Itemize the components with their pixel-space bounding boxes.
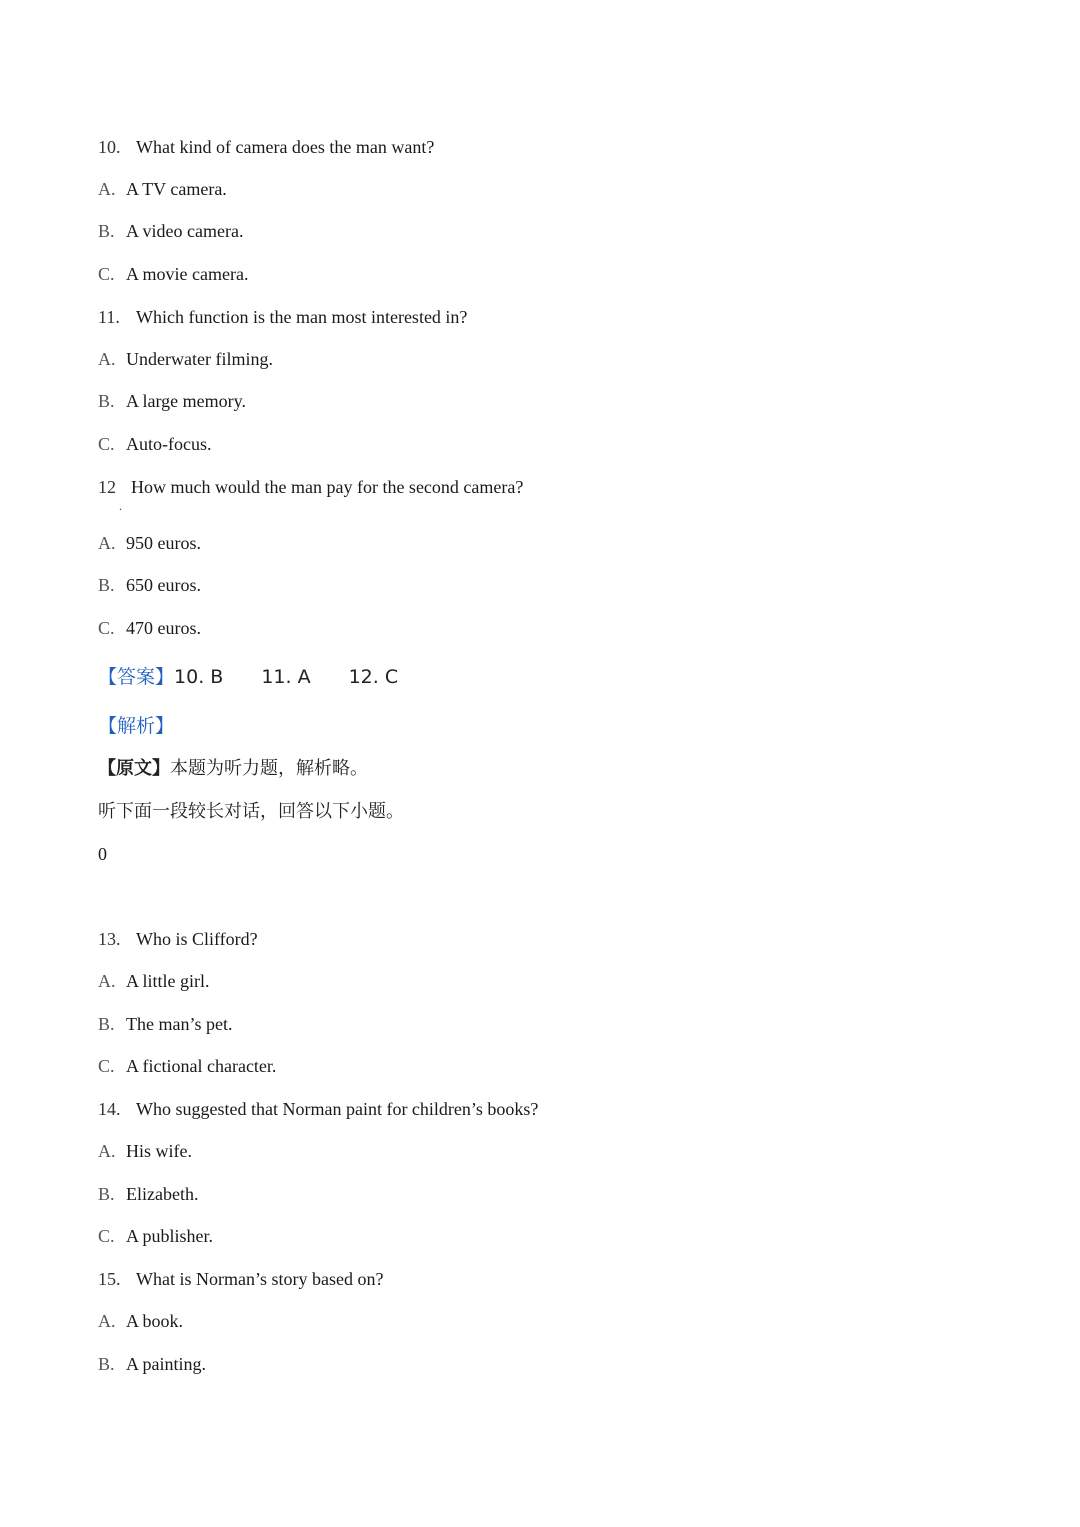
option-c xyxy=(98,263,248,285)
option-a xyxy=(98,1310,183,1332)
option-label: A. xyxy=(98,349,116,369)
option-label: A. xyxy=(98,533,116,553)
question-number: 13. xyxy=(98,929,121,949)
question-10 xyxy=(98,136,434,158)
analysis-label: 【解析】 xyxy=(98,715,175,737)
option-text: Auto-focus. xyxy=(126,434,212,454)
option-c xyxy=(98,1225,213,1247)
option-label: C. xyxy=(98,1056,115,1076)
option-text: His wife. xyxy=(126,1141,192,1161)
option-text: 950 euros. xyxy=(126,533,201,553)
option-label: B. xyxy=(98,221,115,241)
instruction-text: 听下面一段较长对话，回答以下小题。 xyxy=(98,801,404,822)
option-b xyxy=(98,390,246,412)
question-14 xyxy=(98,1098,538,1120)
question-number: 12 xyxy=(98,477,116,497)
question-13 xyxy=(98,928,258,950)
option-label: C. xyxy=(98,1226,115,1246)
question-text: What is Norman’s story based on? xyxy=(136,1269,384,1289)
question-text: Who suggested that Norman paint for children’s books? xyxy=(136,1099,539,1119)
option-text: A publisher. xyxy=(126,1226,214,1246)
answer-line xyxy=(98,664,398,690)
option-a xyxy=(98,1140,192,1162)
option-text: A little girl. xyxy=(126,971,210,991)
question-11 xyxy=(98,306,467,328)
option-text: A fictional character. xyxy=(126,1056,277,1076)
option-text: A painting. xyxy=(126,1354,206,1374)
option-text: 650 euros. xyxy=(126,575,201,595)
option-label: A. xyxy=(98,1311,116,1331)
question-12 xyxy=(98,476,523,498)
stray-dot: . xyxy=(119,499,122,513)
option-b xyxy=(98,220,243,242)
option-text: Underwater filming. xyxy=(126,349,273,369)
option-a xyxy=(98,178,227,200)
answer-item: 12. C xyxy=(348,666,399,688)
option-a xyxy=(98,348,273,370)
question-text: Which function is the man most interested in? xyxy=(136,307,468,327)
question-number: 10. xyxy=(98,137,121,157)
option-a xyxy=(98,970,210,992)
option-text: A TV camera. xyxy=(126,179,227,199)
option-c xyxy=(98,1055,276,1077)
answer-item: 10. B xyxy=(174,666,224,688)
option-label: B. xyxy=(98,1014,115,1034)
option-c xyxy=(98,433,211,455)
option-text: The man’s pet. xyxy=(126,1014,233,1034)
option-text: A movie camera. xyxy=(126,264,249,284)
question-text: What kind of camera does the man want? xyxy=(136,137,435,157)
question-number: 15. xyxy=(98,1269,121,1289)
option-c xyxy=(98,617,201,639)
option-text: A book. xyxy=(126,1311,184,1331)
original-label: 【原文】 xyxy=(98,758,170,779)
option-label: B. xyxy=(98,1354,115,1374)
original-text-line xyxy=(98,757,368,781)
option-label: B. xyxy=(98,575,115,595)
zero-marker: 0 xyxy=(98,844,107,864)
option-b xyxy=(98,1013,232,1035)
question-text: How much would the man pay for the second camera? xyxy=(131,477,524,497)
option-text: A large memory. xyxy=(126,391,246,411)
option-label: A. xyxy=(98,179,116,199)
option-label: C. xyxy=(98,434,115,454)
option-label: A. xyxy=(98,971,116,991)
option-label: C. xyxy=(98,264,115,284)
option-text: A video camera. xyxy=(126,221,244,241)
question-number: 11. xyxy=(98,307,120,327)
option-label: C. xyxy=(98,618,115,638)
option-b xyxy=(98,574,201,596)
answer-label: 【答案】 xyxy=(98,666,175,688)
option-label: A. xyxy=(98,1141,116,1161)
question-text: Who is Clifford? xyxy=(136,929,258,949)
option-label: B. xyxy=(98,391,115,411)
option-b xyxy=(98,1183,198,1205)
option-b xyxy=(98,1353,206,1375)
option-text: 470 euros. xyxy=(126,618,201,638)
option-text: Elizabeth. xyxy=(126,1184,199,1204)
question-number: 14. xyxy=(98,1099,121,1119)
answer-item: 11. A xyxy=(261,666,311,688)
option-a xyxy=(98,532,201,554)
question-15 xyxy=(98,1268,383,1290)
option-label: B. xyxy=(98,1184,115,1204)
original-text: 本题为听力题，解析略。 xyxy=(170,758,368,779)
